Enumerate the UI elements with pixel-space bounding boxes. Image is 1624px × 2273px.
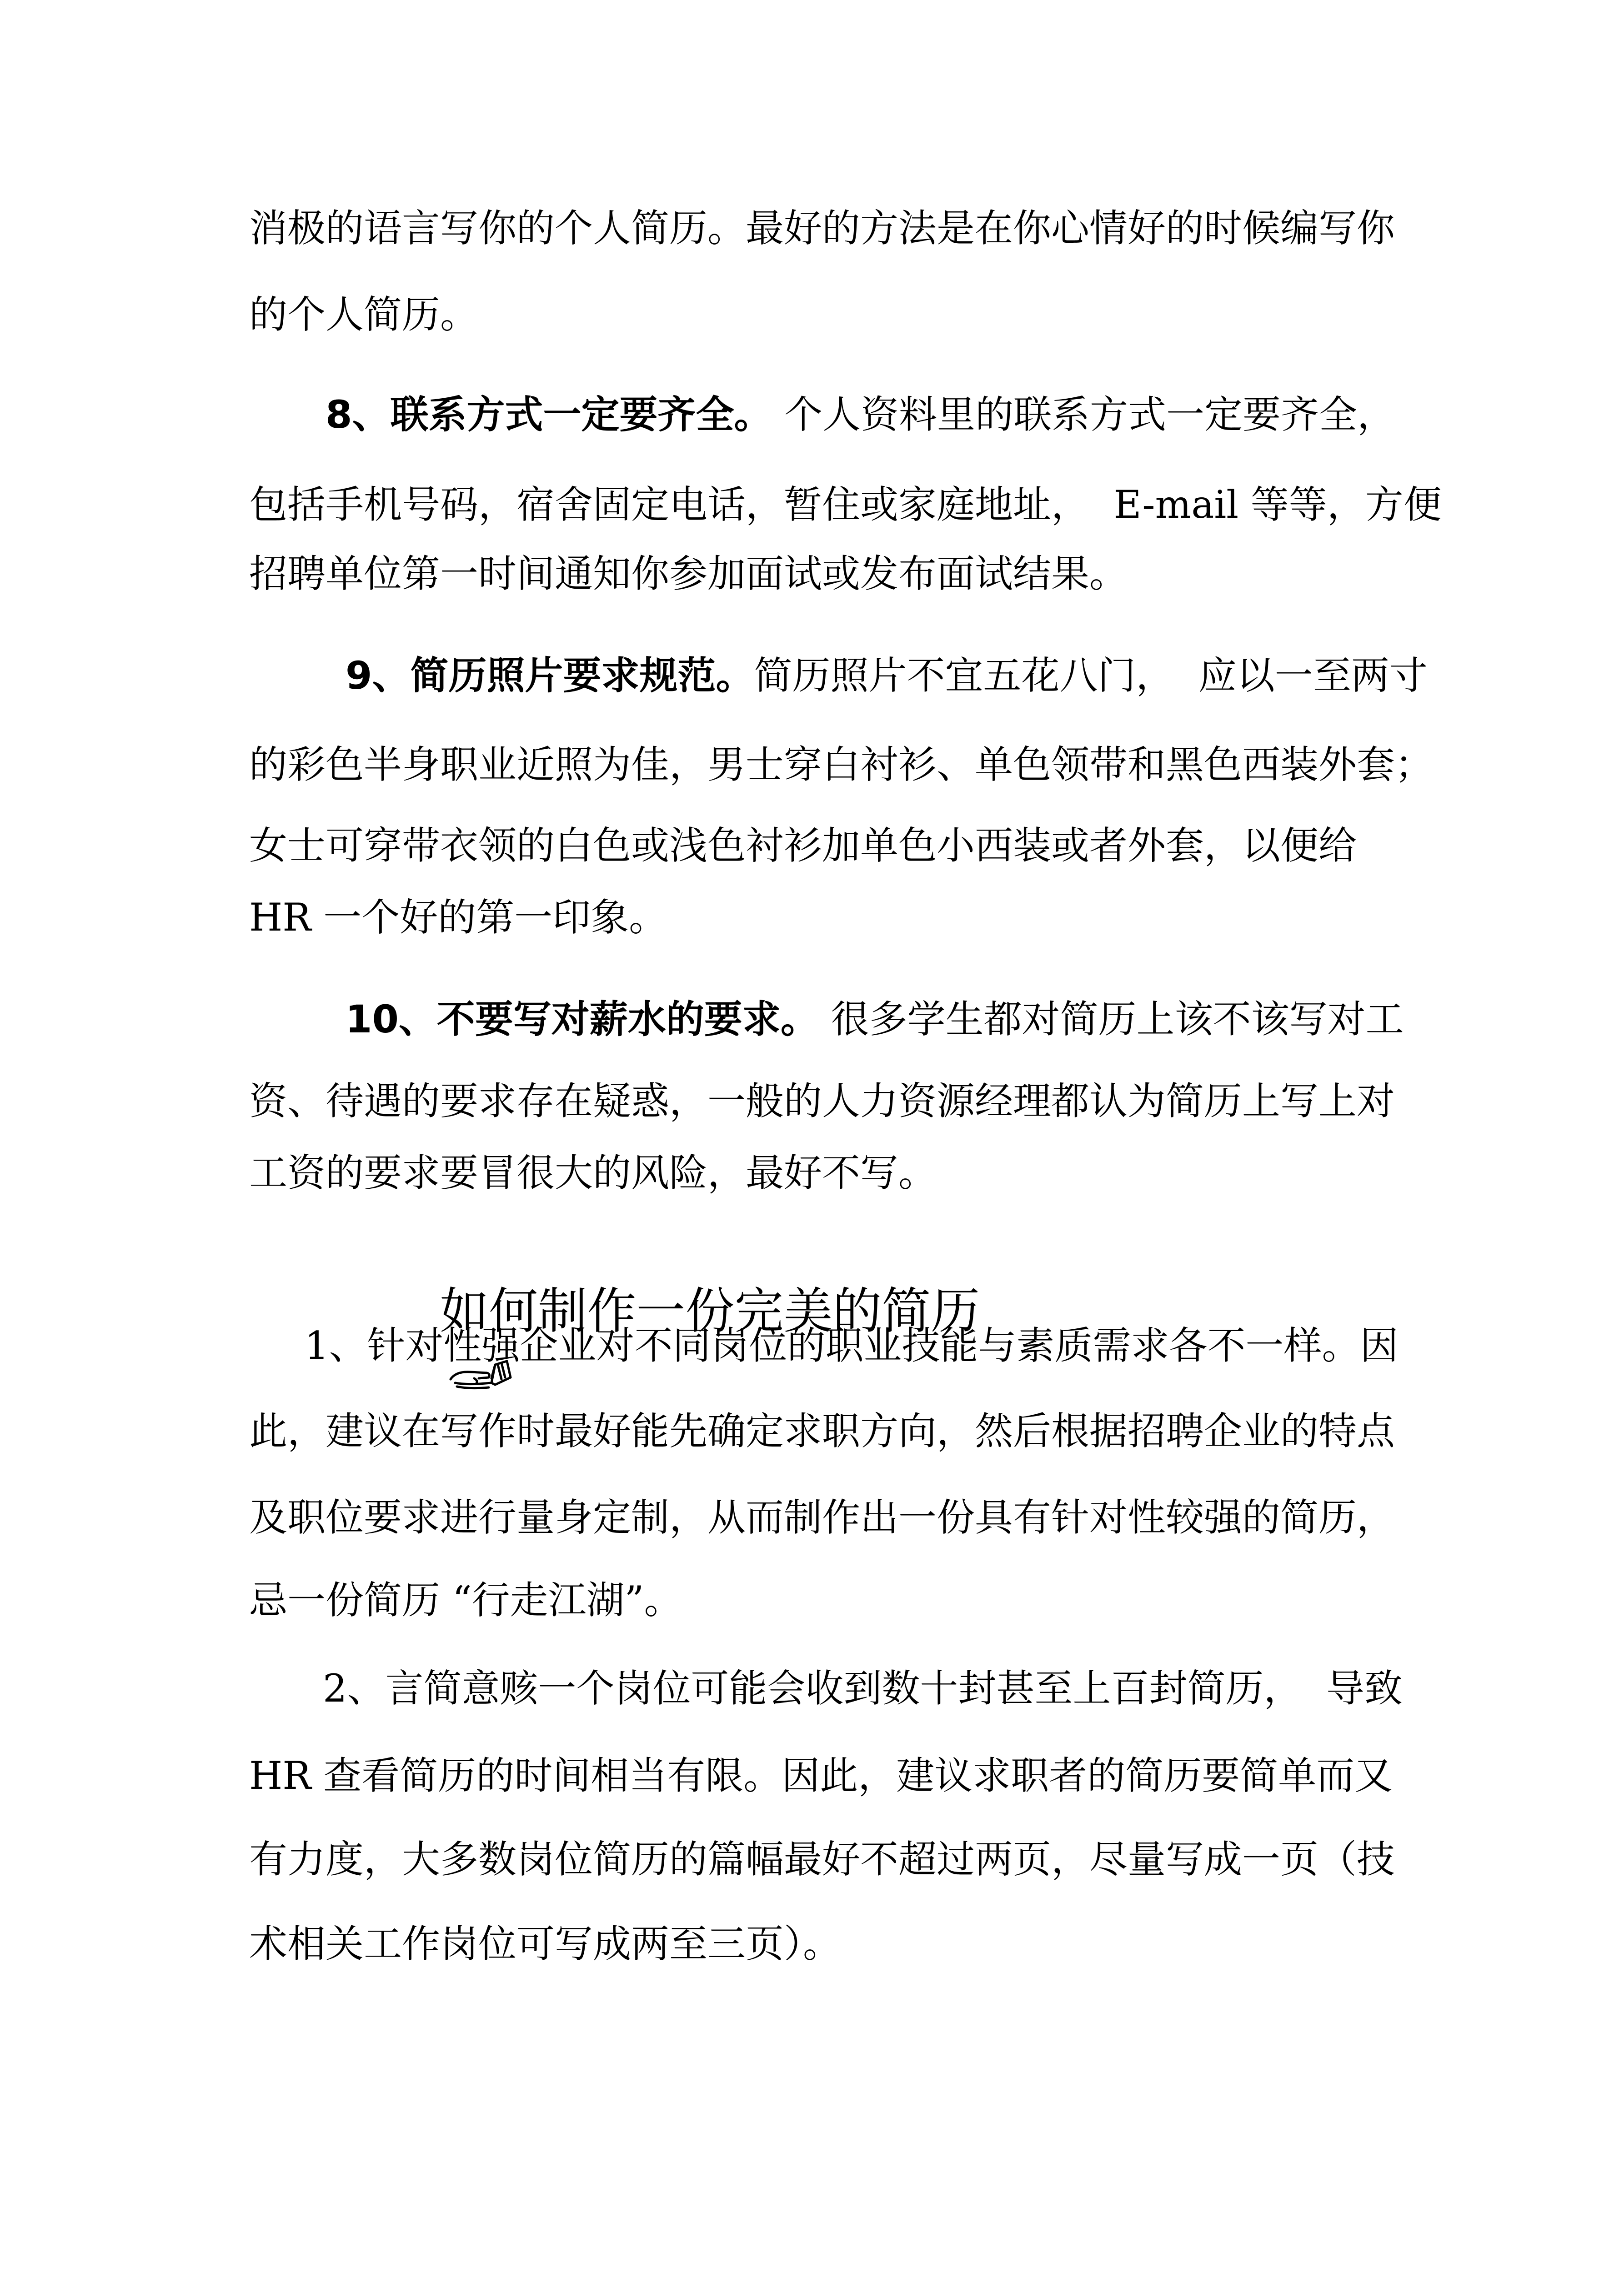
item9-line-3: 女士可穿带衣领的白色或浅色衬衫加单色小西装或者外套，以便给 xyxy=(249,823,1357,868)
item10-title: 10、不要写对薪水的要求。 xyxy=(346,997,819,1041)
item10-line1-text: 很多学生都对简历上该不该写对工 xyxy=(818,997,1404,1041)
item8-line-3: 招聘单位第一时间通知你参加面试或发布面试结果。 xyxy=(249,551,1128,596)
intro-line-1: 消极的语言写你的个人简历。最好的方法是在你心情好的时候编写你 xyxy=(249,206,1395,250)
intro-line-2: 的个人简历。 xyxy=(249,292,479,337)
item10-line-3: 工资的要求要冒很大的风险，最好不写。 xyxy=(249,1151,937,1195)
tip2-line-4: 术相关工作岗位可写成两至三页）。 xyxy=(249,1922,842,1966)
tip2-line-1: 2、言简意赅一个岗位可能会收到数十封甚至上百封简历， 导致 xyxy=(323,1666,1403,1711)
tip1-line-2: 此，建议在写作时最好能先确定求职方向，然后根据招聘企业的特点 xyxy=(249,1409,1395,1453)
tip2-line-3: 有力度，大多数岗位简历的篇幅最好不超过两页，尽量写成一页（技 xyxy=(249,1837,1395,1882)
tip1-line-4: 忌一份简历 “行走江湖”。 xyxy=(249,1578,682,1622)
section-title: 如何制作一份完美的简历 xyxy=(440,1283,980,1340)
item8-line-1 xyxy=(326,392,1395,437)
tip1-line-1: 1、针对性强企业对不同岗位的职业技能与素质需求各不一样。因 xyxy=(305,1323,1398,1368)
item9-line-2: 的彩色半身职业近照为佳，男士穿白衬衫、单色领带和黑色西装外套； xyxy=(249,742,1434,787)
tip2-line-2: HR 查看简历的时间相当有限。因此，建议求职者的简历要简单而又 xyxy=(249,1753,1393,1798)
tip1-line-3: 及职位要求进行量身定制，从而制作出一份具有针对性较强的简历， xyxy=(249,1495,1395,1540)
item9-line-1 xyxy=(346,653,1428,698)
item9-line1-text: 简历照片不宜五花八门， 应以一至两寸 xyxy=(754,653,1428,698)
item10-line-2: 资、待遇的要求存在疑惑，一般的人力资源经理都认为简历上写上对 xyxy=(249,1079,1395,1123)
item10-line-1 xyxy=(346,996,1404,1042)
item8-line1-text: 个人资料里的联系方式一定要齐全， xyxy=(772,392,1396,437)
section-heading xyxy=(291,1223,980,1400)
item8-line-2: 包括手机号码，宿舍固定电话，暂住或家庭地址， E-mail 等等，方便 xyxy=(249,482,1442,527)
item9-title: 9、简历照片要求规范。 xyxy=(346,653,754,698)
item9-line-4: HR 一个好的第一印象。 xyxy=(249,895,667,940)
item8-title: 8、联系方式一定要齐全。 xyxy=(326,392,772,437)
